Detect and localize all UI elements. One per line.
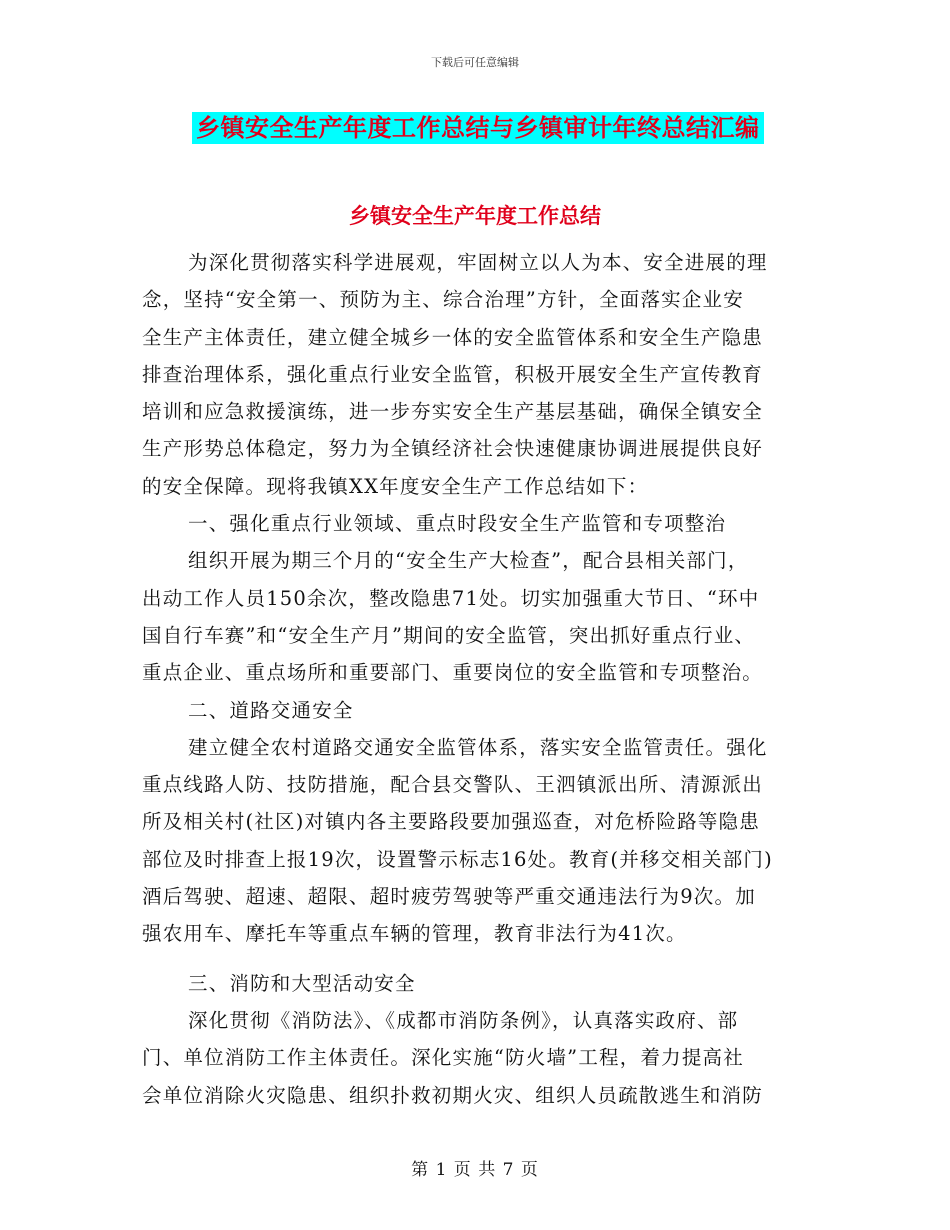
paragraph-line: 重点企业、重点场所和重要部门、重要岗位的安全监管和专项整治。 bbox=[142, 661, 764, 685]
paragraph-line: 培训和应急救援演练，进一步夯实安全生产基层基础，确保全镇安全 bbox=[142, 400, 764, 424]
paragraph-line: 出动工作人员150余次，整改隐患71处。切实加强重大节日、“环中 bbox=[142, 586, 760, 610]
paragraph-line: 建立健全农村道路交通安全监管体系，落实安全监管责任。强化 bbox=[188, 735, 768, 759]
paragraph-line: 门、单位消防工作主体责任。深化实施“防火墙”工程，着力提高社 bbox=[142, 1046, 744, 1070]
page-number-footer: 第 1 页 共 7 页 bbox=[411, 1160, 539, 1180]
paragraph-line: 为深化贯彻落实科学进展观，牢固树立以人为本、安全进展的理 bbox=[188, 251, 768, 274]
paragraph-line: 会单位消除火灾隐患、组织扑救初期火灾、组织人员疏散逃生和消防 bbox=[142, 1083, 764, 1107]
paragraph-line: 念，坚持“安全第一、预防为主、综合治理”方针，全面落实企业安 bbox=[142, 288, 744, 312]
paragraph-line: 部位及时排查上报19次，设置警示标志16处。教育(并移交相关部门) bbox=[142, 847, 773, 871]
body-text bbox=[142, 244, 802, 1114]
paragraph-gap bbox=[142, 953, 802, 965]
paragraph-line: 国自行车赛”和“安全生产月”期间的安全监管，突出抓好重点行业、 bbox=[142, 623, 756, 647]
paragraph-line: 组织开展为期三个月的“安全生产大检查”，配合县相关部门， bbox=[188, 549, 749, 573]
paragraph-line: 酒后驾驶、超速、超限、超时疲劳驾驶等严重交通违法行为9次。加 bbox=[142, 885, 756, 909]
paragraph-line: 所及相关村(社区)对镇内各主要路段要加强巡查，对危桥险路等隐患 bbox=[142, 810, 760, 834]
section-heading-3: 三、消防和大型活动安全 bbox=[188, 971, 416, 995]
paragraph-line: 强农用车、摩托车等重点车辆的管理，教育非法行为41次。 bbox=[142, 922, 687, 946]
section-title: 乡镇安全生产年度工作总结 bbox=[349, 203, 601, 228]
section-heading-1: 一、强化重点行业领域、重点时段安全生产监管和专项整治 bbox=[188, 512, 727, 536]
paragraph-line: 深化贯彻《消防法》、《成都市消防条例》，认真落实政府、部 bbox=[188, 1008, 739, 1032]
paragraph-line: 的安全保障。现将我镇XX年度安全生产工作总结如下： bbox=[142, 474, 649, 498]
paragraph-line: 重点线路人防、技防措施，配合县交警队、王泗镇派出所、清源派出 bbox=[142, 773, 764, 797]
header-note: 下载后可任意编辑 bbox=[431, 56, 519, 69]
paragraph-line: 生产形势总体稳定，努力为全镇经济社会快速健康协调进展提供良好 bbox=[142, 437, 764, 461]
document-main-title: 乡镇安全生产年度工作总结与乡镇审计年终总结汇编 bbox=[192, 112, 764, 144]
paragraph-line: 全生产主体责任，建立健全城乡一体的安全监管体系和安全生产隐患 bbox=[142, 325, 764, 349]
paragraph-line: 排查治理体系，强化重点行业安全监管，积极开展安全生产宣传教育 bbox=[142, 362, 764, 386]
section-heading-2: 二、道路交通安全 bbox=[188, 698, 354, 722]
